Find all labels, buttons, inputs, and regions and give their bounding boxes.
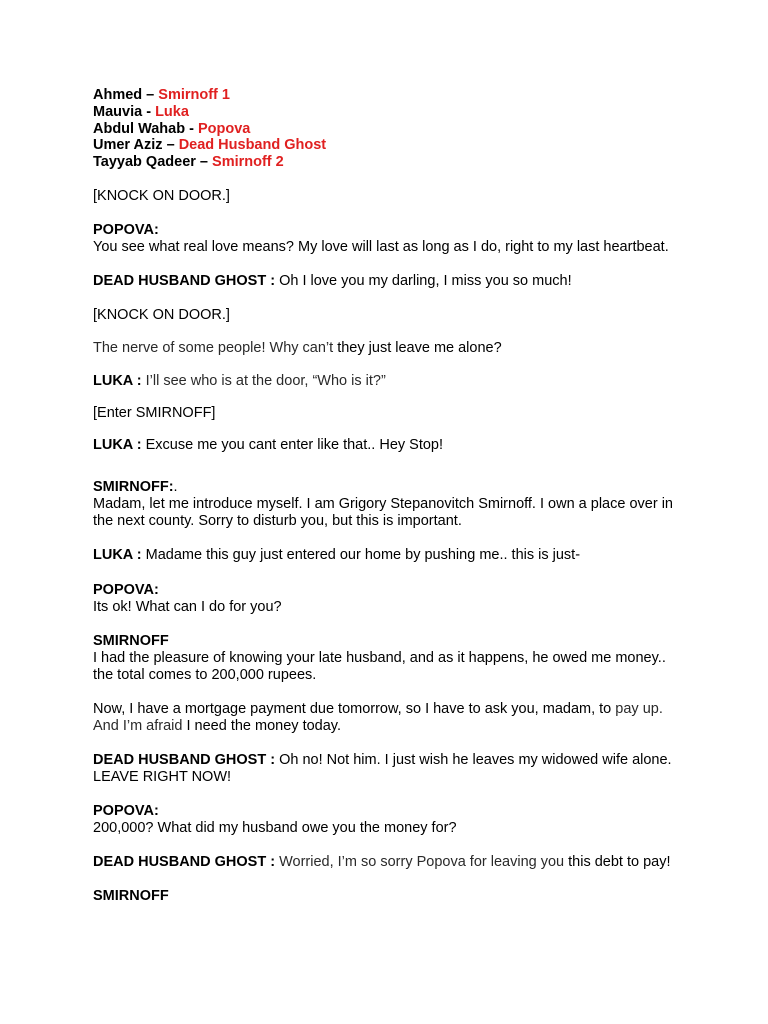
dialogue-block — [93, 701, 673, 735]
dialogue-text: this debt to pay! — [568, 853, 671, 870]
dialogue-text: . — [173, 478, 178, 495]
cast-role: Smirnoff 2 — [212, 154, 284, 171]
dialogue-text: I need the money today. — [186, 717, 342, 734]
cast-separator: – — [142, 87, 159, 103]
cast-item — [93, 154, 673, 171]
dialogue-text: I’ll see who is at the door, “Who is it?” — [141, 372, 386, 389]
dialogue-text: pay up. And I’m afraid — [93, 700, 663, 734]
cast-separator: - — [185, 120, 198, 137]
dialogue-block — [93, 273, 673, 290]
cast-actor: Umer Aziz — [93, 137, 163, 154]
dialogue-text: Oh I love you my darling, I miss you so much! — [275, 272, 572, 289]
dialogue-text: Now, I have a mortgage payment due tomorrow, so I have to ask you, madam, to — [93, 700, 616, 717]
speaker-name: POPOVA: — [93, 221, 159, 238]
cast-actor: Ahmed — [93, 87, 143, 103]
speaker-name: SMIRNOFF — [93, 887, 169, 904]
dialogue-block — [93, 437, 673, 454]
cast-actor: Abdul Wahab — [93, 120, 186, 137]
dialogue-block — [93, 547, 673, 564]
dialogue-text: Its ok! What can I do for you? — [93, 598, 282, 615]
cast-separator: - — [142, 103, 156, 120]
dialogue-block — [93, 633, 673, 684]
speaker-name: POPOVA: — [93, 581, 159, 598]
dialogue-block — [93, 479, 673, 530]
speaker-name: DEAD HUSBAND GHOST : — [93, 853, 276, 870]
cast-role: Dead Husband Ghost — [178, 137, 327, 154]
dialogue-block — [93, 373, 673, 390]
dialogue-block — [93, 854, 673, 871]
dialogue-text: Excuse me you cant enter like that.. Hey Stop! — [141, 436, 444, 453]
script-page — [93, 87, 673, 905]
cast-separator: – — [195, 154, 213, 171]
dialogue-text: 200,000? What did my husband owe you the money for? — [93, 819, 457, 836]
dialogue-block — [93, 582, 673, 616]
speaker-name: SMIRNOFF — [93, 632, 169, 649]
dialogue-text: You see what real love means? My love will last as long as I do, right to my last heartbeat. — [93, 238, 669, 255]
cast-actor: Tayyab Qadeer — [93, 154, 196, 171]
speaker-name: LUKA : — [93, 372, 142, 389]
dialogue-text: Oh no! Not him. I just wish he leaves my widowed wife alone. LEAVE RIGHT NOW! — [93, 751, 672, 785]
speaker-name: POPOVA: — [93, 802, 159, 819]
cast-item — [93, 137, 673, 154]
cast-role: Smirnoff 1 — [158, 87, 230, 103]
cast-item — [93, 87, 673, 104]
stage-direction: [KNOCK ON DOOR.] — [93, 306, 230, 323]
dialogue-block — [93, 340, 673, 357]
cast-item — [93, 104, 673, 121]
dialogue-block — [93, 752, 673, 786]
cast-list — [93, 87, 673, 171]
dialogue-text: I had the pleasure of knowing your late husband, and as it happens, he owed me money.. the total comes to 200,000 rupees. — [93, 649, 666, 683]
dialogue-text: Worried, I’m so sorry Popova for leaving you — [275, 853, 569, 870]
cast-role: Popova — [197, 120, 251, 137]
speaker-name: DEAD HUSBAND GHOST : — [93, 751, 276, 768]
dialogue-text: Madame this guy just entered our home by pushing me.. this is just- — [141, 546, 581, 563]
cast-separator: – — [162, 137, 179, 154]
speaker-name: DEAD HUSBAND GHOST : — [93, 272, 276, 289]
cast-role: Luka — [155, 103, 189, 120]
stage-direction: [KNOCK ON DOOR.] — [93, 187, 230, 204]
stage-direction: [Enter SMIRNOFF] — [93, 404, 216, 421]
dialogue-text: Madam, let me introduce myself. I am Grigory Stepanovitch Smirnoff. I own a place over in the next county. Sorry to disturb you, but this is important. — [93, 495, 673, 529]
speaker-name: LUKA : — [93, 436, 142, 453]
dialogue-text: they just leave me alone? — [337, 339, 502, 356]
dialogue-block — [93, 803, 673, 837]
dialogue-text: The nerve of some people! Why can’t — [93, 339, 338, 356]
dialogue-block — [93, 222, 673, 256]
speaker-name: LUKA : — [93, 546, 142, 563]
speaker-name: SMIRNOFF: — [93, 478, 174, 495]
cast-item — [93, 121, 673, 138]
cast-actor: Mauvia — [93, 103, 143, 120]
